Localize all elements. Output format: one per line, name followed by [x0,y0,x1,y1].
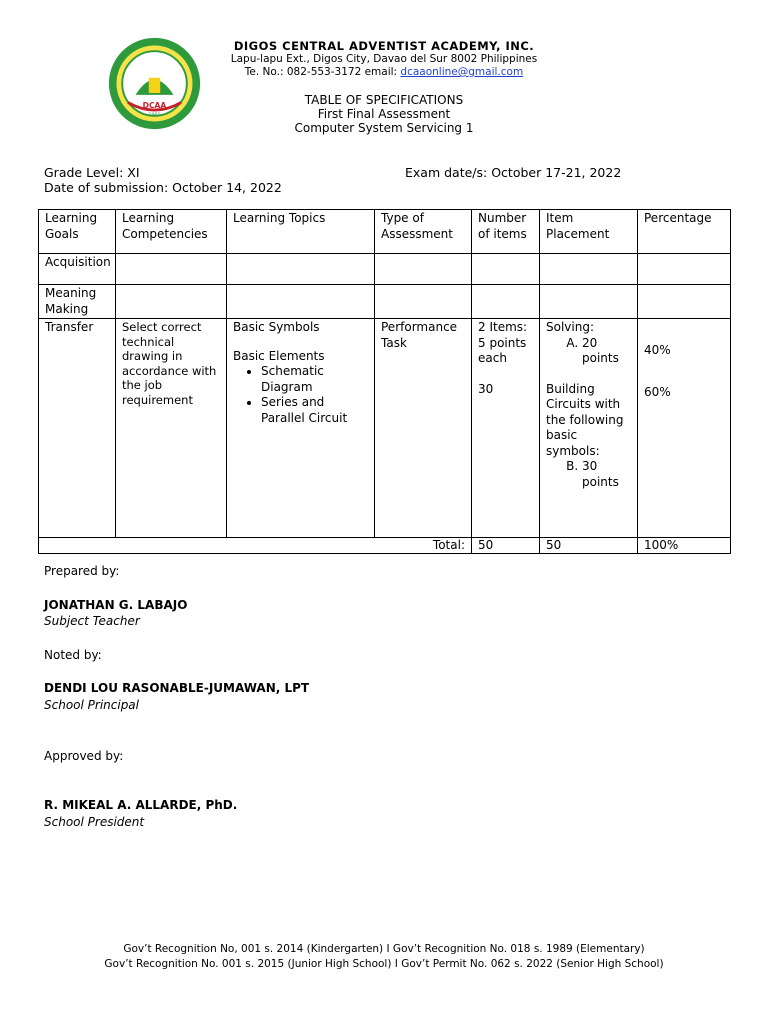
table-header-row [39,210,731,254]
topic-text: Basic Elements [233,348,325,363]
approved-role: School President [44,815,145,829]
topics-cell [227,319,375,538]
header-cell: Learning Topics [227,210,375,254]
placement-item: A. 20 points [582,336,631,367]
placement-item: B. 30 points [582,459,631,490]
footer-line-1: Gov’t Recognition No, 001 s. 2014 (Kindergarten) I Gov’t Recognition No. 018 s. 1989 (Elementary) [123,943,645,955]
doc-title: TABLE OF SPECIFICATIONS [304,93,464,107]
submission-date: Date of submission: October 14, 2022 [44,180,282,195]
table-row [39,254,731,285]
goal-cell: Meaning Making [39,285,116,319]
school-address: Lapu-lapu Ext., Digos City, Davao del Sur 8002 Philippines [230,53,538,65]
doc-subtitle: First Final Assessment [317,107,451,121]
goal-cell: Acquisition [39,254,116,285]
specifications-table [38,209,731,554]
items-cell [472,319,540,538]
exam-dates: Exam date/s: October 17-21, 2022 [405,165,622,180]
approved-name: R. MIKEAL A. ALLARDE, PhD. [44,798,238,812]
prepared-label: Prepared by: [44,564,120,578]
prepared-role: Subject Teacher [44,614,140,628]
topic-text: Basic Symbols [233,320,320,334]
school-contact [0,66,768,78]
placement-text: Building Circuits with the following basic symbols: [546,381,624,458]
assessment-cell: Performance Task [375,319,472,538]
topic-bullet: • Series and Parallel Circuit [261,395,368,426]
noted-role: School Principal [44,698,139,712]
header-cell: Learning Goals [39,210,116,254]
total-row [39,538,731,554]
header-cell: Learning Competencies [116,210,227,254]
grade-level: Grade Level: XI [44,165,140,180]
email-link[interactable]: dcaaonline@gmail.com [400,66,524,78]
total-placement: 50 [540,538,638,554]
noted-name: DENDI LOU RASONABLE-JUMAWAN, LPT [44,681,310,695]
goal-cell: Transfer [39,319,116,538]
competency-cell: Select correct technical drawing in accordance with the job requirement [116,319,227,538]
footer-line-2: Gov’t Recognition No. 001 s. 2015 (Junior High School) I Gov’t Permit No. 062 s. 2022 (Senior High School) [104,958,664,970]
placement-cell [540,319,638,538]
placement-text: Solving: [546,320,594,334]
topic-bullet: • Schematic Diagram [261,364,368,395]
school-name: DIGOS CENTRAL ADVENTIST ACADEMY, INC. [233,39,535,53]
total-label: Total: [39,538,472,554]
table-row [39,319,731,538]
percentage-cell [638,319,731,538]
header-cell: Number of items [472,210,540,254]
percentage-text: 40% [644,343,671,357]
percentage-text: 60% [644,384,671,399]
header-cell: Item Placement [540,210,638,254]
svg-text:1961: 1961 [148,112,161,118]
noted-label: Noted by: [44,648,102,662]
total-items: 50 [472,538,540,554]
approved-label: Approved by: [44,749,124,763]
header-cell: Type of Assessment [375,210,472,254]
items-text: 30 [478,381,494,396]
total-percentage: 100% [638,538,731,554]
items-text: 2 Items: 5 points each [478,320,528,365]
tel-text: Te. No.: 082-553-3172 email: [244,66,401,78]
svg-text:DCAA: DCAA [142,101,167,111]
prepared-name: JONATHAN G. LABAJO [44,598,188,612]
table-row [39,285,731,319]
header-cell: Percentage [638,210,731,254]
doc-subject: Computer System Servicing 1 [294,121,474,135]
